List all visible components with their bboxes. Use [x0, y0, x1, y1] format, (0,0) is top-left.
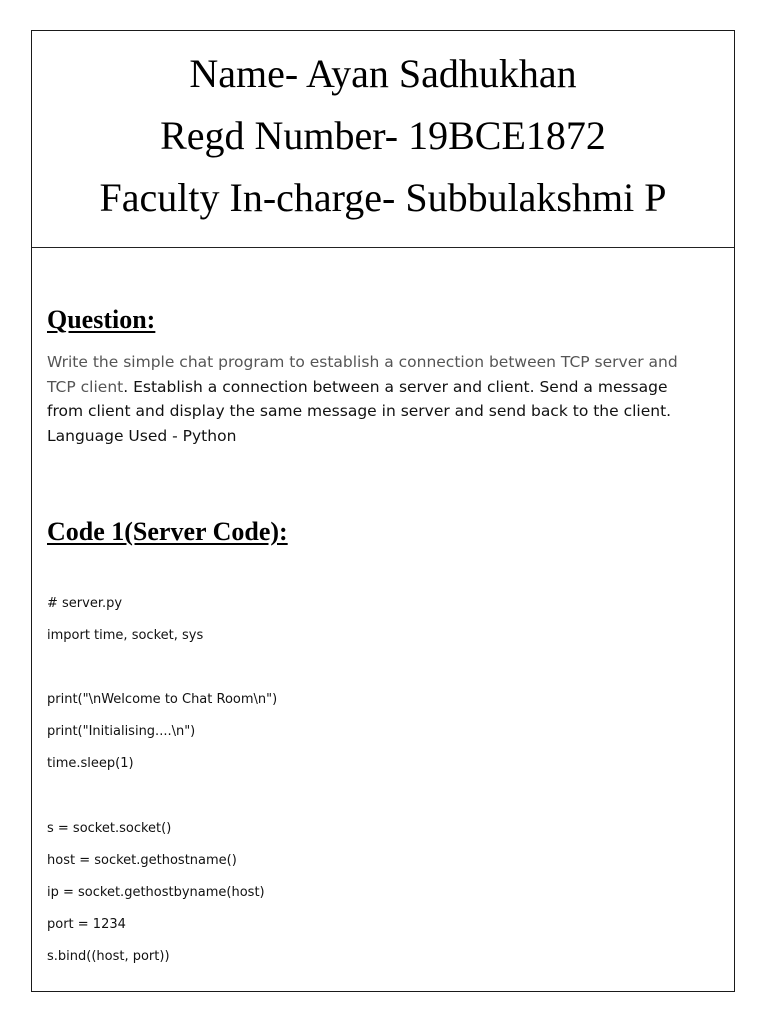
- code-line: print("\nWelcome to Chat Room\n"): [47, 692, 278, 707]
- question-text: [47, 350, 707, 449]
- document-page: [31, 30, 735, 992]
- question-text-rest: . Establish a connection between a server and client. Send a message from client and display the same message in server and send back to the client.: [47, 377, 672, 421]
- code-line: time.sleep(1): [47, 756, 134, 771]
- faculty-in-charge: Faculty In-charge- Subbulakshmi P: [99, 175, 667, 220]
- question-heading: Question:: [47, 305, 156, 334]
- language-used: Language Used - Python: [47, 427, 237, 446]
- code-line: s = socket.socket(): [47, 821, 172, 836]
- question-text-intro: Write the simple chat program to establish a connection between TCP server and TCP client: [47, 353, 678, 396]
- code-line: ip = socket.gethostbyname(host): [47, 885, 265, 900]
- registration-number: Regd Number- 19BCE1872: [160, 113, 606, 158]
- code-line: # server.py: [47, 596, 123, 611]
- code-line: s.bind((host, port)): [47, 949, 170, 964]
- code-line: print("Initialising....\n"): [47, 724, 196, 739]
- student-name: Name- Ayan Sadhukhan: [189, 51, 577, 96]
- code-heading: Code 1(Server Code):: [47, 517, 288, 546]
- code-line: host = socket.gethostname(): [47, 853, 237, 868]
- title-block: [32, 31, 734, 248]
- header-divider: [32, 247, 734, 248]
- code-line: port = 1234: [47, 917, 126, 932]
- code-line: import time, socket, sys: [47, 628, 204, 643]
